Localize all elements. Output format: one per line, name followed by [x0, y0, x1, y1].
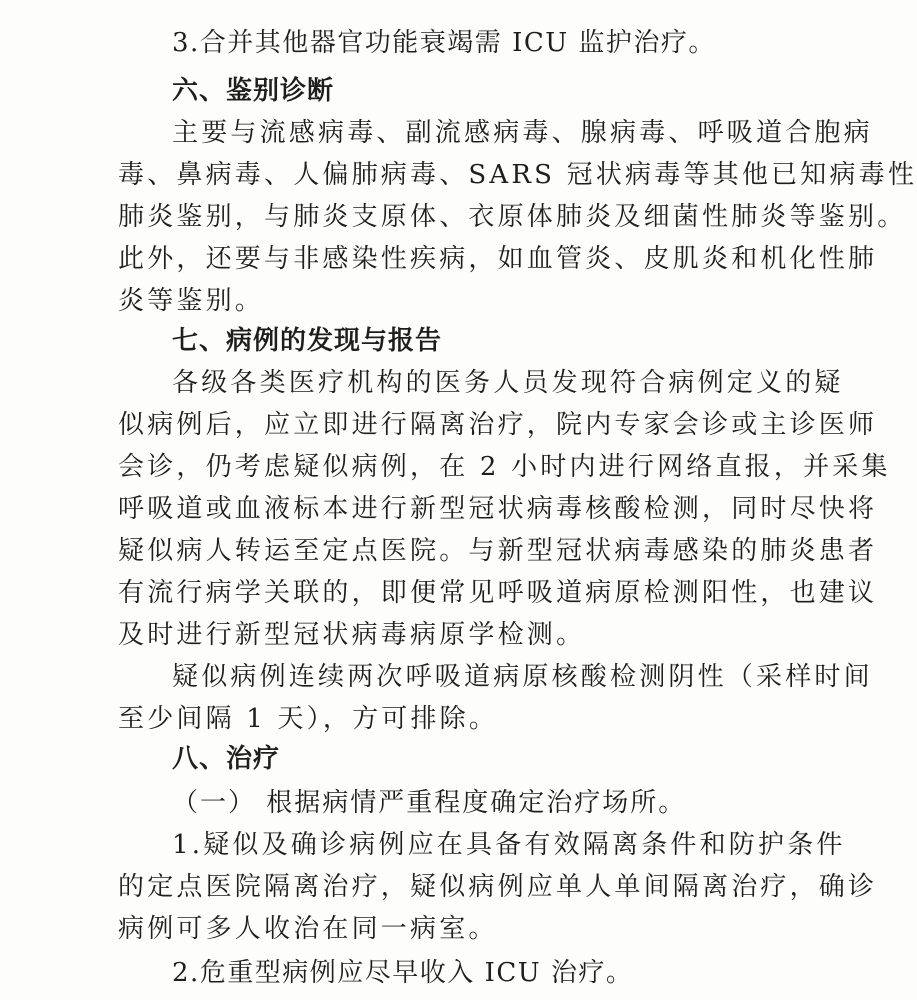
- paragraph-line: 1.疑似及确诊病例应在具备有效隔离条件和防护条件: [172, 830, 846, 860]
- section-heading-differential-diagnosis: 六、鉴别诊断: [172, 76, 335, 106]
- paragraph-line: 疑似病人转运至定点医院。与新型冠状病毒感染的肺炎患者: [118, 536, 878, 566]
- paragraph-line: 会诊，仍考虑疑似病例，在 2 小时内进行网络直报，并采集: [118, 452, 891, 482]
- paragraph-line: 各级各类医疗机构的医务人员发现符合病例定义的疑: [172, 368, 844, 398]
- paragraph-line: 疑似病例连续两次呼吸道病原核酸检测阴性（采样时间: [172, 662, 873, 692]
- paragraph-line: 此外，还要与非感染性疾病，如血管炎、皮肌炎和机化性肺: [118, 244, 878, 274]
- paragraph-line: 及时进行新型冠状病毒病原学检测。: [118, 620, 586, 650]
- subsection-heading-treatment-location: （一） 根据病情严重程度确定治疗场所。: [172, 788, 687, 818]
- section-heading-case-discovery-report: 七、病例的发现与报告: [172, 326, 443, 356]
- paragraph-line: 有流行病学关联的，即便常见呼吸道病原检测阳性，也建议: [118, 578, 878, 608]
- paragraph-line: 呼吸道或血液标本进行新型冠状病毒核酸检测，同时尽快将: [118, 494, 878, 524]
- paragraph-line: 似病例后，应立即进行隔离治疗，院内专家会诊或主诊医师: [118, 410, 878, 440]
- paragraph-line: 3.合并其他器官功能衰竭需 ICU 监护治疗。: [172, 28, 716, 58]
- paragraph-line: 至少间隔 1 天），方可排除。: [118, 704, 499, 734]
- paragraph-line: 肺炎鉴别，与肺炎支原体、衣原体肺炎及细菌性肺炎等鉴别。: [118, 202, 907, 232]
- paragraph-line: 炎等鉴别。: [118, 286, 265, 316]
- paragraph-line: 毒、鼻病毒、人偏肺病毒、SARS 冠状病毒等其他已知病毒性: [118, 160, 917, 190]
- paragraph-line: 主要与流感病毒、副流感病毒、腺病毒、呼吸道合胞病: [172, 118, 873, 148]
- section-heading-treatment: 八、治疗: [172, 744, 281, 774]
- paragraph-line: 2.危重型病例应尽早收入 ICU 治疗。: [172, 958, 634, 988]
- paragraph-line: 病例可多人收治在同一病室。: [118, 914, 498, 944]
- paragraph-line: 的定点医院隔离治疗，疑似病例应单人单间隔离治疗，确诊: [118, 872, 878, 902]
